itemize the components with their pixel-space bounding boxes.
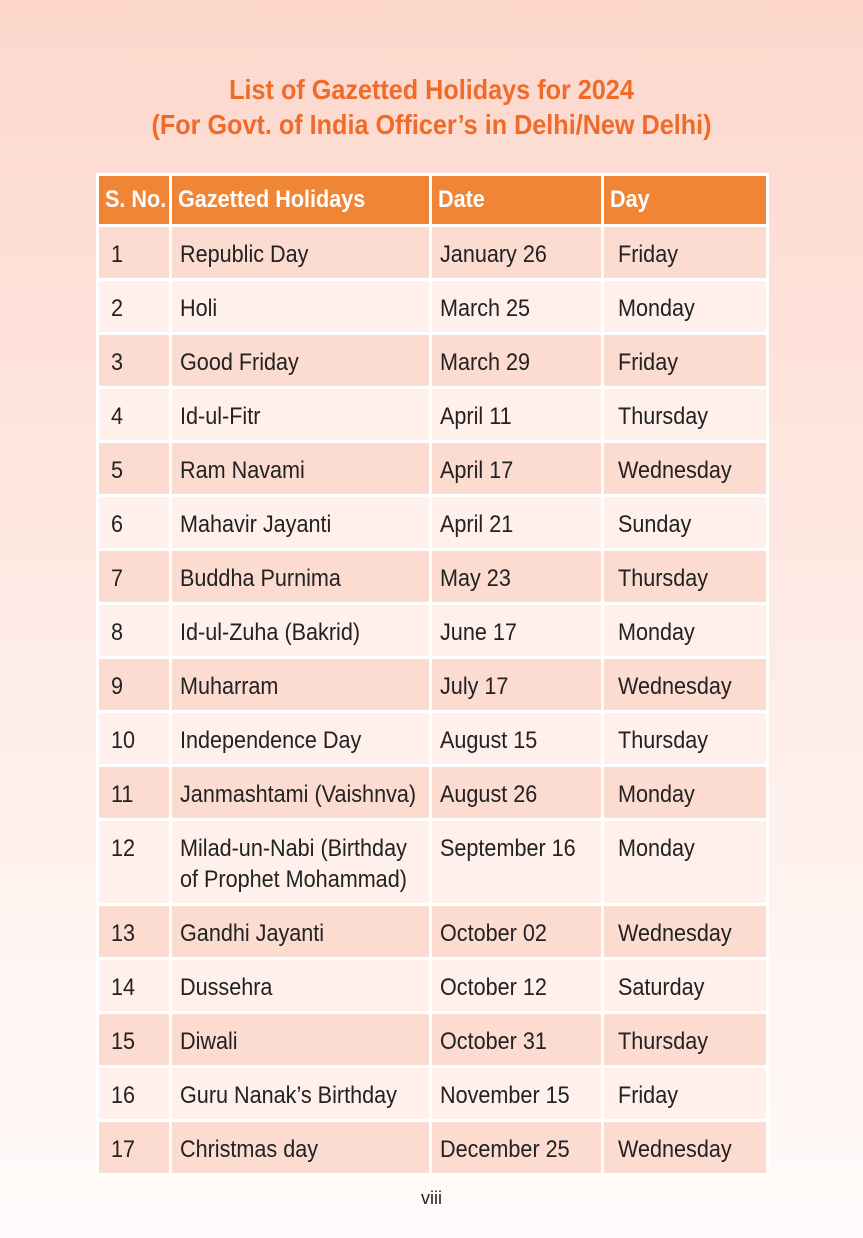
cell-date: April 21 <box>431 496 603 550</box>
cell-holiday: Good Friday <box>171 334 431 388</box>
holidays-table <box>96 173 769 1176</box>
table-row <box>98 905 768 959</box>
cell-date: March 25 <box>431 280 603 334</box>
cell-day: Wednesday <box>603 442 768 496</box>
cell-sno: 14 <box>98 959 171 1013</box>
cell-sno: 9 <box>98 658 171 712</box>
table-row <box>98 442 768 496</box>
cell-sno: 17 <box>98 1121 171 1175</box>
cell-date: October 12 <box>431 959 603 1013</box>
cell-sno: 13 <box>98 905 171 959</box>
cell-day: Monday <box>603 604 768 658</box>
cell-day: Wednesday <box>603 905 768 959</box>
cell-holiday: Muharram <box>171 658 431 712</box>
table-row <box>98 550 768 604</box>
table-row <box>98 334 768 388</box>
cell-date: January 26 <box>431 226 603 280</box>
cell-holiday: Christmas day <box>171 1121 431 1175</box>
table-row <box>98 226 768 280</box>
table-row <box>98 1013 768 1067</box>
cell-date: May 23 <box>431 550 603 604</box>
cell-holiday: Independence Day <box>171 712 431 766</box>
header-holiday: Gazetted Holidays <box>171 175 431 226</box>
cell-holiday: Dussehra <box>171 959 431 1013</box>
cell-day: Sunday <box>603 496 768 550</box>
cell-sno: 2 <box>98 280 171 334</box>
header-sno: S. No. <box>98 175 171 226</box>
cell-date: December 25 <box>431 1121 603 1175</box>
cell-holiday: Buddha Purnima <box>171 550 431 604</box>
cell-day: Wednesday <box>603 1121 768 1175</box>
cell-holiday: Ram Navami <box>171 442 431 496</box>
cell-holiday: Holi <box>171 280 431 334</box>
cell-day: Friday <box>603 334 768 388</box>
cell-sno: 7 <box>98 550 171 604</box>
cell-sno: 1 <box>98 226 171 280</box>
page-number: viii <box>421 1188 442 1208</box>
cell-date: June 17 <box>431 604 603 658</box>
cell-sno: 15 <box>98 1013 171 1067</box>
cell-holiday: Milad-un-Nabi (Birthday of Prophet Mohammad) <box>171 820 431 905</box>
title-line-1: List of Gazetted Holidays for 2024 <box>229 74 634 105</box>
header-date: Date <box>431 175 603 226</box>
cell-day: Thursday <box>603 712 768 766</box>
cell-day: Thursday <box>603 550 768 604</box>
cell-date: March 29 <box>431 334 603 388</box>
cell-sno: 3 <box>98 334 171 388</box>
cell-sno: 12 <box>98 820 171 905</box>
title-line-2: (For Govt. of India Officer’s in Delhi/New Delhi) <box>151 109 712 140</box>
cell-holiday: Id-ul-Fitr <box>171 388 431 442</box>
cell-date: November 15 <box>431 1067 603 1121</box>
table-row <box>98 959 768 1013</box>
cell-date: October 31 <box>431 1013 603 1067</box>
page-title <box>43 72 820 142</box>
table-header-row <box>98 175 768 226</box>
cell-date: April 17 <box>431 442 603 496</box>
table-row <box>98 820 768 905</box>
cell-date: August 26 <box>431 766 603 820</box>
cell-date: April 11 <box>431 388 603 442</box>
cell-sno: 5 <box>98 442 171 496</box>
cell-holiday: Diwali <box>171 1013 431 1067</box>
table-row <box>98 280 768 334</box>
cell-day: Monday <box>603 766 768 820</box>
cell-sno: 10 <box>98 712 171 766</box>
cell-holiday: Guru Nanak’s Birthday <box>171 1067 431 1121</box>
cell-date: July 17 <box>431 658 603 712</box>
table-row <box>98 604 768 658</box>
cell-holiday: Republic Day <box>171 226 431 280</box>
cell-date: August 15 <box>431 712 603 766</box>
table-row <box>98 388 768 442</box>
cell-sno: 16 <box>98 1067 171 1121</box>
cell-day: Wednesday <box>603 658 768 712</box>
cell-date: September 16 <box>431 820 603 905</box>
cell-day: Saturday <box>603 959 768 1013</box>
table-row <box>98 1067 768 1121</box>
cell-day: Thursday <box>603 1013 768 1067</box>
cell-sno: 8 <box>98 604 171 658</box>
cell-day: Friday <box>603 1067 768 1121</box>
header-day: Day <box>603 175 768 226</box>
cell-sno: 11 <box>98 766 171 820</box>
table-row <box>98 496 768 550</box>
cell-holiday: Mahavir Jayanti <box>171 496 431 550</box>
cell-day: Thursday <box>603 388 768 442</box>
cell-holiday: Janmashtami (Vaishnva) <box>171 766 431 820</box>
table-row <box>98 1121 768 1175</box>
cell-sno: 6 <box>98 496 171 550</box>
cell-holiday: Id-ul-Zuha (Bakrid) <box>171 604 431 658</box>
cell-day: Friday <box>603 226 768 280</box>
cell-day: Monday <box>603 820 768 905</box>
cell-date: October 02 <box>431 905 603 959</box>
table-row <box>98 712 768 766</box>
cell-day: Monday <box>603 280 768 334</box>
cell-holiday: Gandhi Jayanti <box>171 905 431 959</box>
table-row <box>98 658 768 712</box>
cell-sno: 4 <box>98 388 171 442</box>
table-row <box>98 766 768 820</box>
